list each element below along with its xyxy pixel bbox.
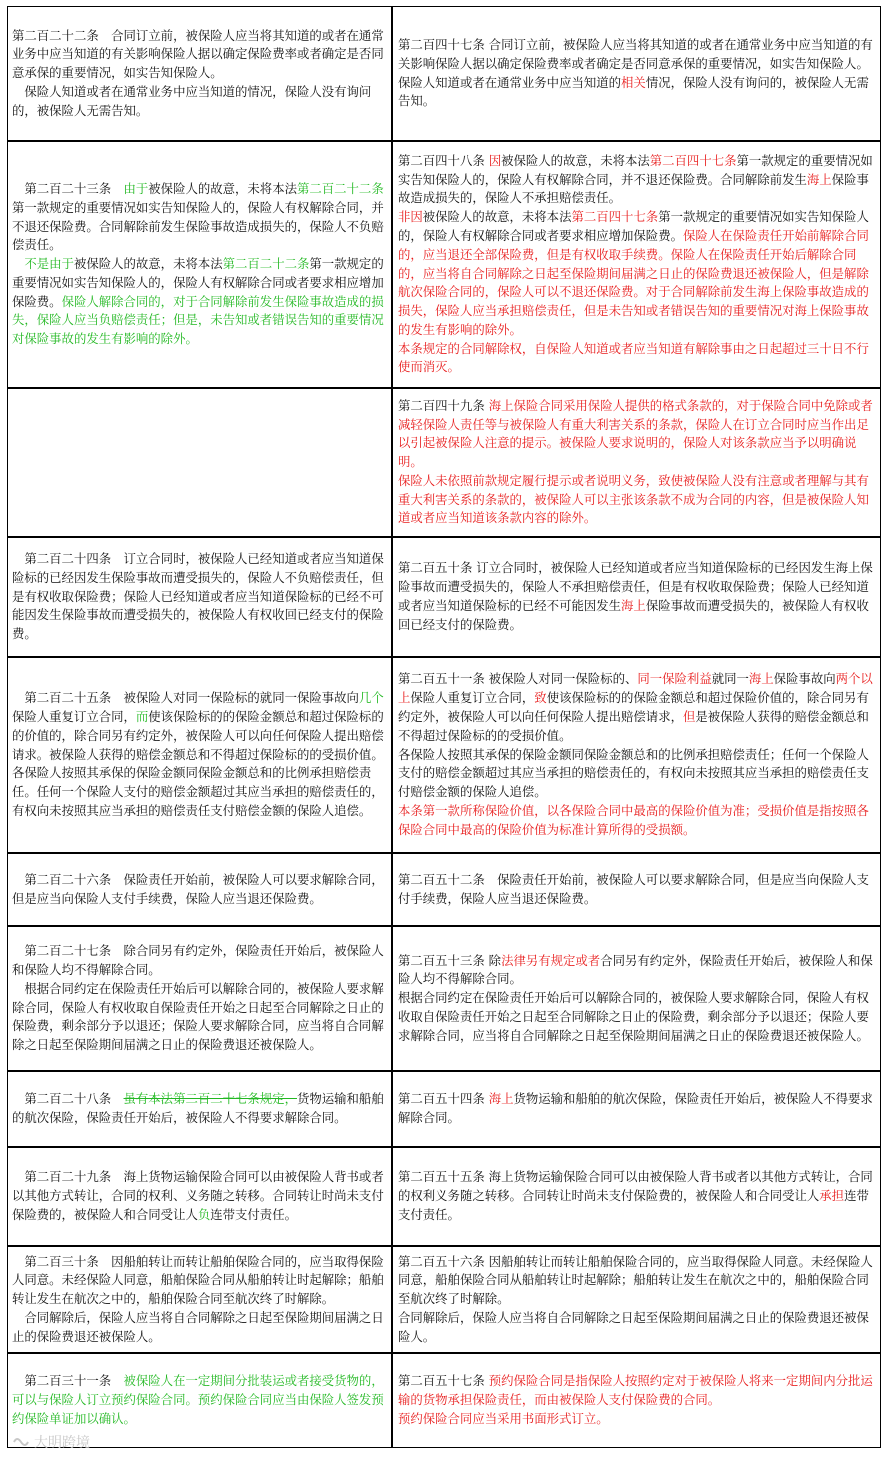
article-text: 第二百二十七条 除合同另有约定外，保险责任开始后，被保险人和保险人均不得解除合同。 (12, 943, 384, 977)
article-text: 货物运输和船舶的航次保险，保险责任开始后，被保险人不得要求解除合同。 (398, 1091, 873, 1125)
left-cell (7, 1071, 393, 1147)
table-row (7, 1353, 881, 1448)
watermark (12, 1432, 90, 1452)
table-row (7, 141, 881, 388)
article-paragraph (398, 397, 876, 472)
article-text: 第二百五十七条 (398, 1373, 489, 1389)
article-text: 第一款规定的重要情况如实告知保险人的，保险人有权解除合同，并不退还保险费。合同解除前发生 (398, 152, 873, 187)
article-paragraph (398, 670, 876, 745)
article-paragraph (398, 74, 876, 112)
table-row (7, 1246, 881, 1353)
changed-text: 第二百四十七条 (649, 152, 737, 168)
article-text: 保险事故而遭受损失的，被保险人有权收回已经支付的保险费。 (398, 598, 869, 632)
left-cell (7, 141, 393, 388)
right-cell (393, 657, 881, 853)
changed-text: 海上保险合同采用保险人提供的格式条款的，对于保险合同中免除或者减轻保险人责任等与被保险人有重大利害关系的条款，保险人在订立合同时应当作出足以引起被保险人注意的提示。被保险人要求说明的，保险人对该条款应当予以明确说明。 (398, 397, 873, 470)
left-cell (7, 1246, 393, 1353)
article-paragraph (12, 1309, 386, 1347)
table-row (7, 1147, 881, 1246)
article-text: 第二百四十九条 (398, 397, 489, 413)
changed-text: 海上 (488, 1091, 514, 1107)
left-cell (7, 6, 393, 141)
article-text: 就同一 (711, 671, 749, 687)
changed-text: 本条规定的合同解除权，自保险人知道或者应当知道有解除事由之日起超过三十日不行使而消灭。 (398, 340, 869, 375)
table-row (7, 537, 881, 657)
article-paragraph (12, 550, 386, 644)
article-text: 第二百五十一条 被保险人对同一保险标的、 (398, 671, 638, 687)
watermark-text: 大明跨境 (34, 1435, 90, 1451)
changed-text: 相关 (621, 74, 646, 90)
article-text: 保险人重复订立合同， (12, 709, 136, 724)
article-paragraph (398, 1372, 876, 1410)
changed-text: 海上 (621, 598, 646, 613)
article-text: 第二百二十八条 (12, 1091, 124, 1107)
right-cell (393, 853, 881, 926)
article-paragraph (398, 472, 876, 528)
article-text: 被保险人的故意，未将本法 (73, 256, 223, 272)
article-text: 被保险人的故意，未将本法 (422, 209, 572, 225)
changed-text: 预约保险合同应当采用书面形式订立。 (398, 1410, 609, 1426)
article-paragraph (12, 1168, 386, 1224)
article-paragraph (12, 255, 386, 349)
changed-text: 保险人未依照前款规定履行提示或者说明义务，致使被保险人没有注意或者理解与其有重大利害关系的条款的，被保险人可以主张该条款不成为合同的内容，但是被保险人知道或者应当知道该条款内容的除外。 (398, 472, 869, 526)
right-cell (393, 141, 881, 388)
article-paragraph (398, 989, 876, 1045)
removed-text: 第二百二十二条 (296, 180, 384, 196)
article-paragraph (398, 1090, 876, 1128)
article-paragraph (398, 208, 876, 340)
changed-text: 第二百四十七条 (571, 209, 659, 225)
article-text: 第二百五十三条 除 (398, 952, 502, 968)
article-text: 保险人知道或者在通常业务中应当知道的情况，保险人没有询问的，被保险人无需告知。 (12, 83, 372, 118)
changed-text: 非因 (398, 209, 423, 225)
article-text: 根据合同约定在保险责任开始后可以解除合同的，被保险人要求解除合同，保险人有权收取自保险责任开始之日起至合同解除之日止的保险费，剩余部分予以退还；保险人要求解除合同，应当将自合同解除之日起至保险期间届满之日止的保险费退还被保险人。 (12, 980, 384, 1053)
removed-text: 由于 (123, 180, 149, 196)
article-paragraph (398, 746, 876, 802)
right-cell (393, 388, 881, 537)
right-cell (393, 6, 881, 141)
article-paragraph (12, 1090, 386, 1128)
left-cell (7, 388, 393, 537)
changed-text: 因 (488, 152, 502, 168)
article-text: 保险人知道或者在通常业务中应当知道的 (398, 74, 622, 90)
left-cell (7, 657, 393, 853)
table-row (7, 6, 881, 141)
article-text: 保险事故造成损失的，保险人不承担赔偿责任。 (398, 171, 869, 206)
article-text: 第二百三十一条 (12, 1373, 124, 1389)
article-text: 连带支付责任。 (210, 1206, 297, 1222)
changed-text: 海上 (748, 671, 774, 687)
article-paragraph (398, 1410, 876, 1429)
table-row (7, 388, 881, 537)
article-text: 第二百二十三条 (12, 180, 124, 196)
changed-text: 预约保险合同是指保险人按照约定对于被保险人将来一定期间内分批运输的货物承担保险责任，而由被保险人支付保险费的合同。 (398, 1373, 873, 1408)
changed-text: 同一保险利益 (637, 671, 712, 687)
article-text: 第二百二十五条 被保险人对同一保险标的就同一保险事故向 (12, 690, 359, 706)
article-text: 保险事故向 (773, 671, 836, 687)
table-row (7, 926, 881, 1071)
watermark-logo-icon (12, 1435, 30, 1449)
right-cell (393, 537, 881, 657)
article-paragraph (12, 83, 386, 121)
article-paragraph (12, 942, 386, 980)
article-text: 连带支付责任。 (398, 1188, 869, 1222)
article-text: 第二百二十二条 合同订立前，被保险人应当将其知道的或者在通常业务中应当知道的有关影响保险人据以确定保险费率或者确定是否同意承保的重要情况，如实告知保险人。 (12, 27, 384, 81)
right-cell (393, 1353, 881, 1448)
article-text: 第一款规定的重要情况如实告知保险人的，保险人有权解除合同，并不退还保险费。合同解除前发生保险事故造成损失的，保险人不负赔偿责任。 (12, 199, 384, 253)
left-cell (7, 853, 393, 926)
article-text: 第二百五十五条 海上货物运输保险合同可以由被保险人背书或者以其他方式转让，合同的权利义务随之转移。合同转让时尚未支付保险费的，被保险人和合同受让人 (398, 1169, 873, 1204)
left-cell (7, 1147, 393, 1246)
article-text: 合同解除后，保险人应当将自合同解除之日起至保险期间届满之日止的保险费退还被保险人。 (12, 1309, 384, 1344)
article-text: 货物运输和船舶的航次保险，保险责任开始后，被保险人不得要求解除合同。 (12, 1091, 384, 1125)
right-cell (393, 1147, 881, 1246)
article-text: 第一款规定的重要情况如实告知保险人的，保险人有权解除合同或者要求相应增加保险费。 (398, 209, 869, 243)
article-paragraph (12, 1253, 386, 1309)
removed-text: 几个 (358, 690, 384, 706)
table-row (7, 853, 881, 926)
article-text: 保险人重复订立合同， (410, 690, 535, 706)
article-text: 合同解除后，保险人应当将自合同解除之日起至保险期间届满之日止的保险费退还被保险人。 (398, 1309, 869, 1344)
article-text: 是被保险人获得的赔偿金额总和不得超过保险标的的受损价值。 (398, 709, 869, 743)
article-paragraph (398, 1309, 876, 1347)
article-text: 第一款规定的重要情况如实告知保险人的，保险人有权解除合同或者要求相应增加保险费。 (12, 256, 384, 309)
right-cell (393, 1071, 881, 1147)
article-paragraph (398, 152, 876, 208)
comparison-table (7, 6, 881, 1448)
article-paragraph (398, 340, 876, 378)
article-text: 情况，保险人没有询问的，被保险人无需告知。 (398, 74, 869, 109)
table-row (7, 657, 881, 853)
article-paragraph (12, 1372, 386, 1428)
article-text: 第二百五十条 订立合同时，被保险人已经知道或者应当知道保险标的已经因发生海上保险事故而遭受损失的，保险人不承担赔偿责任，但是有权收取保险费；保险人已经知道或者应当知道保险标的已经不可能因发生 (398, 560, 873, 613)
changed-text: 但 (682, 709, 696, 724)
removed-text: 不是由于 (24, 256, 74, 272)
article-text: 第二百五十六条 因船舶转让而转让船舶保险合同的，应当取得保险人同意。未经保险人同意，船舶保险合同从船舶转让时起解除；船舶转让发生在航次之中的，船舶保险合同至航次终了时解除。 (398, 1253, 873, 1307)
left-cell (7, 537, 393, 657)
article-paragraph (12, 27, 386, 83)
removed-text: 而 (135, 709, 149, 724)
removed-text: 第二百二十二条 (222, 256, 310, 272)
article-paragraph (398, 1253, 876, 1309)
changed-text: 承担 (819, 1188, 845, 1204)
article-text: 第二百五十二条 保险责任开始前，被保险人可以要求解除合同，但是应当向保险人支付手续费，保险人应当退还保险费。 (398, 871, 869, 906)
changed-text: 法律另有规定或者 (501, 952, 601, 968)
article-text: 使该保险标的的保险金额总和超过保险标的的价值的，除合同另有约定外，被保险人可以向任何保险人提出赔偿请求。被保险人获得的赔偿金额总和不得超过保险标的的受损价值。各保险人按照其承保的保险金额同保险金额总和的比例承担赔偿责任。任何一个保险人支付的赔偿金额超过其应当承担的赔偿责任的，有权向未按照其应当承担的赔偿责任支付赔偿金额的保险人追偿。 (12, 709, 384, 818)
article-text: 第二百五十四条 (398, 1091, 489, 1107)
article-text: 被保险人的故意，未将本法 (148, 180, 297, 196)
article-paragraph (398, 559, 876, 634)
right-cell (393, 926, 881, 1071)
removed-text: 负 (197, 1206, 211, 1222)
article-text: 第二百四十七条 合同订立前，被保险人应当将其知道的或者在通常业务中应当知道的有关影响保险人据以确定保险费率或者确定是否同意承保的重要情况，如实告知保险人。 (398, 36, 873, 71)
right-cell (393, 1246, 881, 1353)
article-paragraph (398, 36, 876, 74)
article-text: 第二百二十四条 订立合同时，被保险人已经知道或者应当知道保险标的已经因发生保险事故而遭受损失的，保险人不负赔偿责任，但是有权收取保险费；保险人已经知道或者应当知道保险标的已经不可能因发生保险事故而遭受损失的，被保险人有权收回已经支付的保险费。 (12, 551, 384, 642)
article-paragraph (12, 871, 386, 909)
left-cell (7, 926, 393, 1071)
article-paragraph (398, 871, 876, 909)
removed-text: 被保险人在一定期间分批装运或者接受货物的，可以与保险人订立预约保险合同。预约保险合同应当由保险人签发预约保险单证加以确认。 (12, 1373, 384, 1426)
article-text: 第二百四十八条 (398, 152, 489, 168)
article-text: 合同另有约定外，保险责任开始后，被保险人和保险人均不得解除合同。 (398, 952, 873, 987)
article-text: 被保险人的故意，未将本法 (501, 152, 650, 168)
article-paragraph (12, 689, 386, 821)
changed-text: 两个以上 (398, 671, 873, 706)
article-paragraph (398, 952, 876, 990)
article-text: 第二百二十六条 保险责任开始前，被保险人可以要求解除合同，但是应当向保险人支付手续费，保险人应当退还保险费。 (12, 871, 384, 906)
removed-text: 虽有本法第二百二十七条规定， (123, 1091, 297, 1107)
article-paragraph (12, 980, 386, 1055)
article-text: 使该保险标的的保险金额总和超过保险价值的，除合同另有约定外，被保险人可以向任何保险人提出赔偿请求， (398, 690, 869, 724)
changed-text: 致 (534, 690, 547, 706)
article-paragraph (398, 1168, 876, 1224)
article-text: 根据合同约定在保险责任开始后可以解除合同的，被保险人要求解除合同，保险人有权收取自保险责任开始之日起至合同解除之日止的保险费，剩余部分予以退还；保险人要求解除合同，应当将自合同解除之日起至保险期间届满之日止的保险费退还被保险人。 (398, 990, 869, 1043)
article-paragraph (12, 180, 386, 255)
article-text (12, 256, 24, 271)
removed-text: 保险人解除合同的，对于合同解除前发生保险事故造成的损失，保险人应当负赔偿责任；但是，未告知或者错误告知的重要情况对保险事故的发生有影响的除外。 (12, 293, 384, 347)
article-text: 各保险人按照其承保的保险金额同保险金额总和的比例承担赔偿责任；任何一个保险人支付的赔偿金额超过其应当承担的赔偿责任的，有权向未按照其应当承担的赔偿责任支付赔偿金额的保险人追偿。 (398, 746, 869, 800)
table-row (7, 1071, 881, 1147)
changed-text: 本条第一款所称保险价值，以各保险合同中最高的保险价值为准；受损价值是指按照各保险合同中最高的保险价值为标准计算所得的受损额。 (398, 802, 869, 837)
article-text: 第二百二十九条 海上货物运输保险合同可以由被保险人背书或者以其他方式转让，合同的权利、义务随之转移。合同转让时尚未支付保险费的，被保险人和合同受让人 (12, 1169, 384, 1222)
article-text: 第二百三十条 因船舶转让而转让船舶保险合同的，应当取得保险人同意。未经保险人同意，船舶保险合同从船舶转让时起解除；船舶转让发生在航次之中的，船舶保险合同至航次终了时解除。 (12, 1253, 384, 1307)
article-paragraph (398, 802, 876, 840)
changed-text: 海上 (806, 171, 832, 187)
changed-text: 保险人在保险责任开始前解除合同的，应当退还全部保险费，但是有权收取手续费。保险人在保险责任开始后解除合同的，应当将自合同解除之日起至保险期间届满之日止的保险费退还被保险人，但是解除航次保险合同的，保险人可以不退还保险费。对于合同解除前发生海上保险事故造成的损失，保险人应当承担赔偿责任，但是未告知或者错误告知的重要情况对海上保险事故的发生有影响的除外。 (398, 227, 869, 337)
